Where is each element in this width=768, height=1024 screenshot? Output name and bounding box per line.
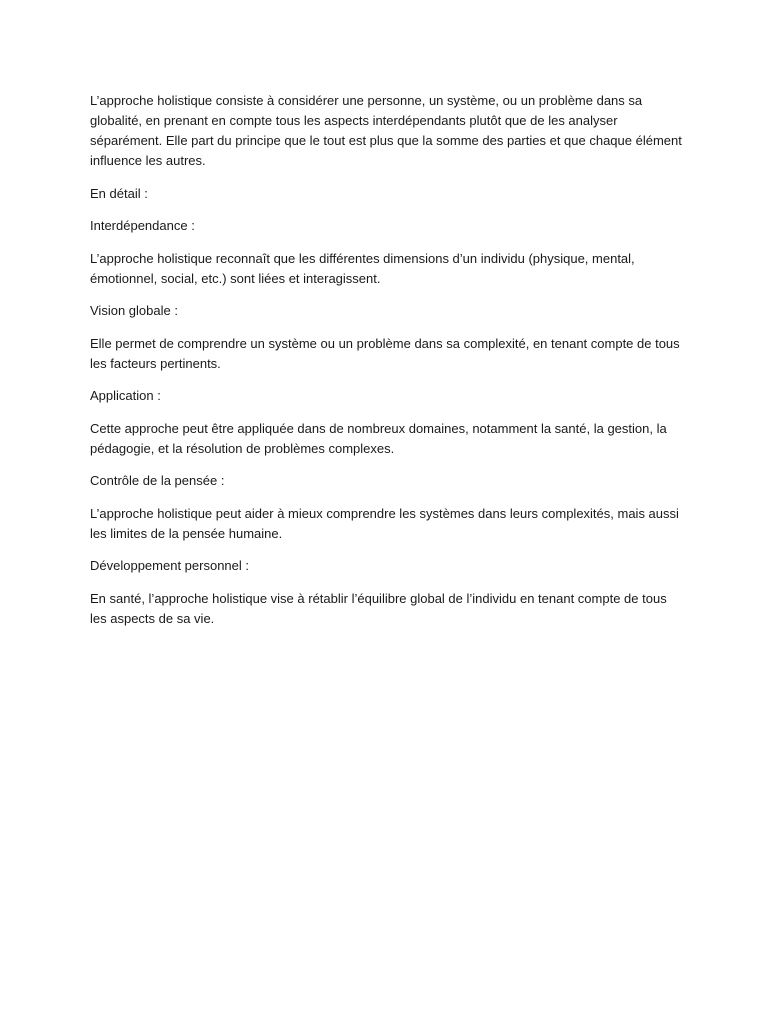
document-body xyxy=(90,91,686,641)
vision-globale-paragraph: Elle permet de comprendre un système ou un problème dans sa complexité, en tenant compte de tous les facteurs pertinents. xyxy=(90,335,680,371)
application-paragraph: Cette approche peut être appliquée dans de nombreux domaines, notamment la santé, la gestion, la pédagogie, et la résolution de problèmes complexes. xyxy=(90,420,667,456)
controle-pensee-paragraph: L’approche holistique peut aider à mieux comprendre les systèmes dans leurs complexités, mais aussi les limites de la pensée humaine. xyxy=(90,505,679,541)
section-heading-en-detail: En détail : xyxy=(90,185,148,201)
developpement-personnel-paragraph: En santé, l’approche holistique vise à rétablir l’équilibre global de l’individu en tenant compte de tous les aspects de sa vie. xyxy=(90,590,667,626)
section-heading-vision-globale: Vision globale : xyxy=(90,303,178,318)
intro-paragraph: L’approche holistique consiste à considérer une personne, un système, ou un problème dans sa globalité, en prenant en compte tous les aspects interdépendants plutôt que de les analyser séparément. Elle part du principe que le tout est plus que la somme des parties et que chaque élément influence les autres. xyxy=(90,93,682,168)
interdependance-paragraph: L’approche holistique reconnaît que les différentes dimensions d’un individu (physique, mental, émotionnel, social, etc.) sont liées et interagissent. xyxy=(90,250,635,286)
section-heading-controle-pensee: Contrôle de la pensée : xyxy=(90,473,225,488)
section-heading-interdependance: Interdépendance : xyxy=(90,218,195,233)
section-heading-developpement-personnel: Développement personnel : xyxy=(90,558,249,573)
section-heading-application: Application : xyxy=(90,388,161,403)
